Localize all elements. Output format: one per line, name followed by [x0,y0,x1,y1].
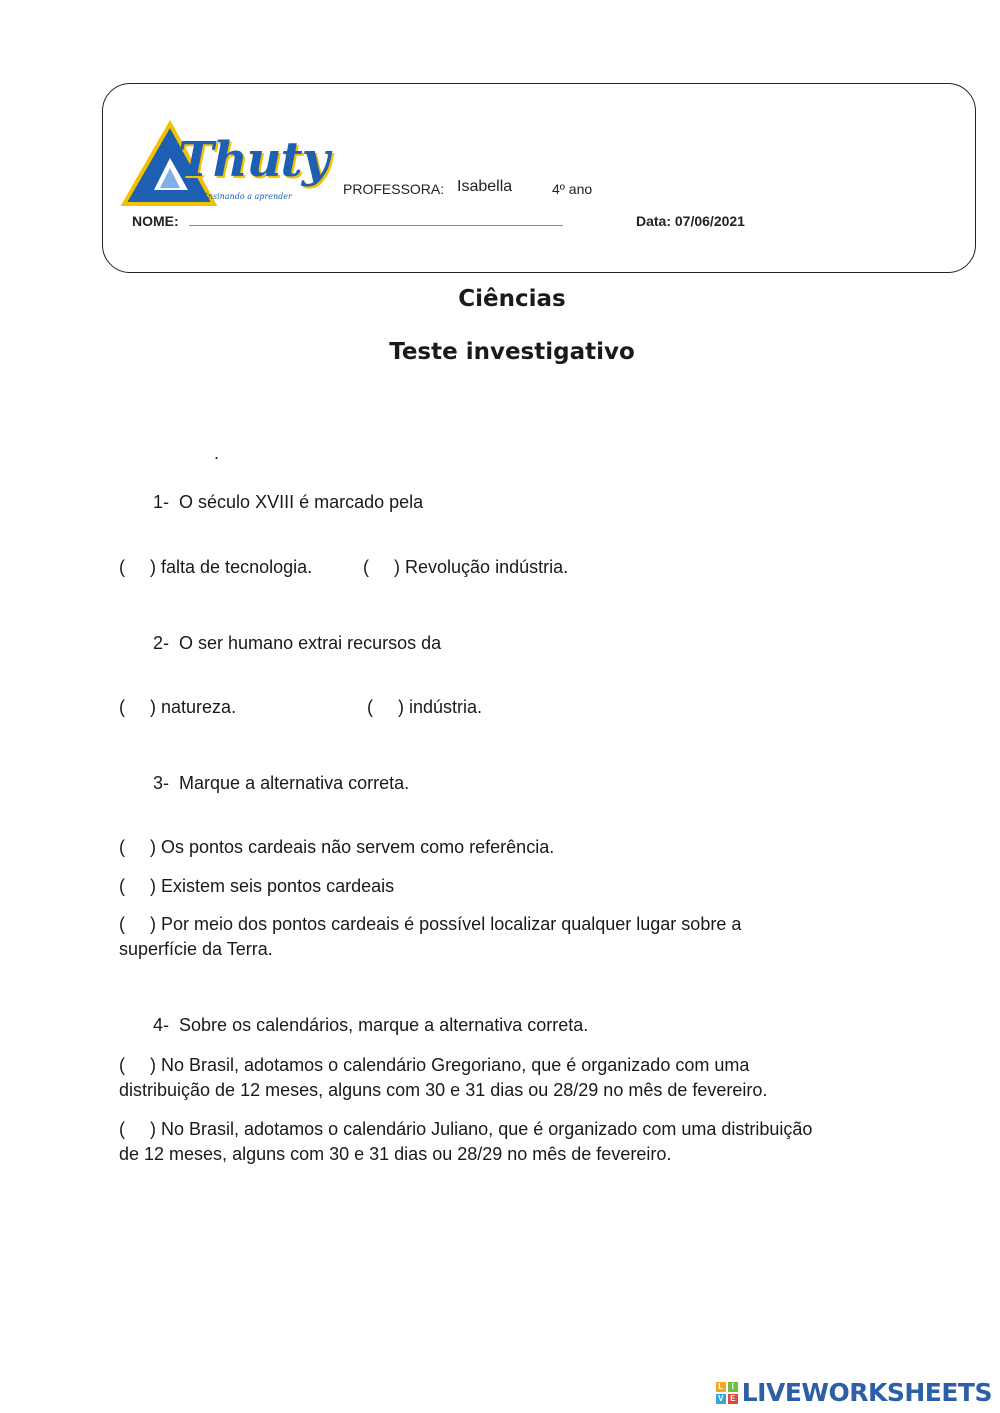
teacher-name: Isabella [457,178,513,195]
answer-checkbox[interactable]: ( ) [119,1055,156,1075]
option-2b [367,695,482,720]
option-text: Os pontos cardeais não servem como referência. [161,837,555,857]
question-text: O século XVIII é marcado pela [179,492,424,512]
logo-tagline: Ensinando a aprender [202,192,292,201]
option-4a-continued: distribuição de 12 meses, alguns com 30 e 31 dias ou 28/29 no mês de fevereiro. [119,1080,768,1100]
option-1b [363,555,568,580]
option-text: Por meio dos pontos cardeais é possível localizar qualquer lugar sobre a [161,914,742,934]
option-4a [119,1053,749,1078]
option-text: No Brasil, adotamos o calendário Juliano, que é organizado com uma distribuição [161,1119,813,1139]
liveworksheets-brand: LIVEWORKSHEETS [741,1378,992,1407]
question-number: 4- [153,1015,170,1035]
option-3a [119,835,554,860]
answer-checkbox[interactable]: ( ) [119,697,156,717]
date-label: Data: 07/06/2021 [636,213,745,229]
question-number: 3- [153,773,170,793]
question-1 [153,492,423,513]
logo-name: Thuty [178,132,329,188]
option-text: Revolução indústria. [405,557,569,577]
answer-checkbox[interactable]: ( ) [367,697,404,717]
answer-checkbox[interactable]: ( ) [119,557,156,577]
grade-label: 4º ano [552,181,593,197]
option-text: natureza. [161,697,237,717]
answer-checkbox[interactable]: ( ) [119,837,156,857]
question-text: Marque a alternativa correta. [179,773,410,793]
option-3c-continued: superfície da Terra. [119,939,273,959]
test-title: Teste investigativo [389,339,635,365]
option-3c [119,912,741,937]
option-text: falta de tecnologia. [161,557,313,577]
stray-mark: . [214,443,220,463]
answer-checkbox[interactable]: ( ) [363,557,400,577]
answer-checkbox[interactable]: ( ) [119,876,156,896]
teacher-label: PROFESSORA: [343,181,445,197]
option-4b [119,1117,812,1142]
liveworksheets-badge-icon: L I V E [716,1382,738,1404]
option-text: Existem seis pontos cardeais [161,876,395,896]
name-label: NOME: [132,213,179,229]
option-text: indústria. [409,697,483,717]
school-logo [118,118,340,210]
liveworksheets-footer [716,1378,992,1407]
question-number: 1- [153,492,170,512]
question-3 [153,773,409,794]
question-4 [153,1015,588,1036]
question-2 [153,633,441,654]
subject-title: Ciências [458,286,566,312]
question-number: 2- [153,633,170,653]
option-1a [119,555,312,580]
question-text: O ser humano extrai recursos da [179,633,442,653]
option-2a [119,695,236,720]
option-text: No Brasil, adotamos o calendário Gregoriano, que é organizado com uma [161,1055,750,1075]
option-3b [119,874,394,899]
answer-checkbox[interactable]: ( ) [119,1119,156,1139]
question-text: Sobre os calendários, marque a alternativa correta. [179,1015,589,1035]
answer-checkbox[interactable]: ( ) [119,914,156,934]
name-field[interactable]: ________________________________________________ [189,211,563,227]
option-4b-continued: de 12 meses, alguns com 30 e 31 dias ou 28/29 no mês de fevereiro. [119,1144,672,1164]
